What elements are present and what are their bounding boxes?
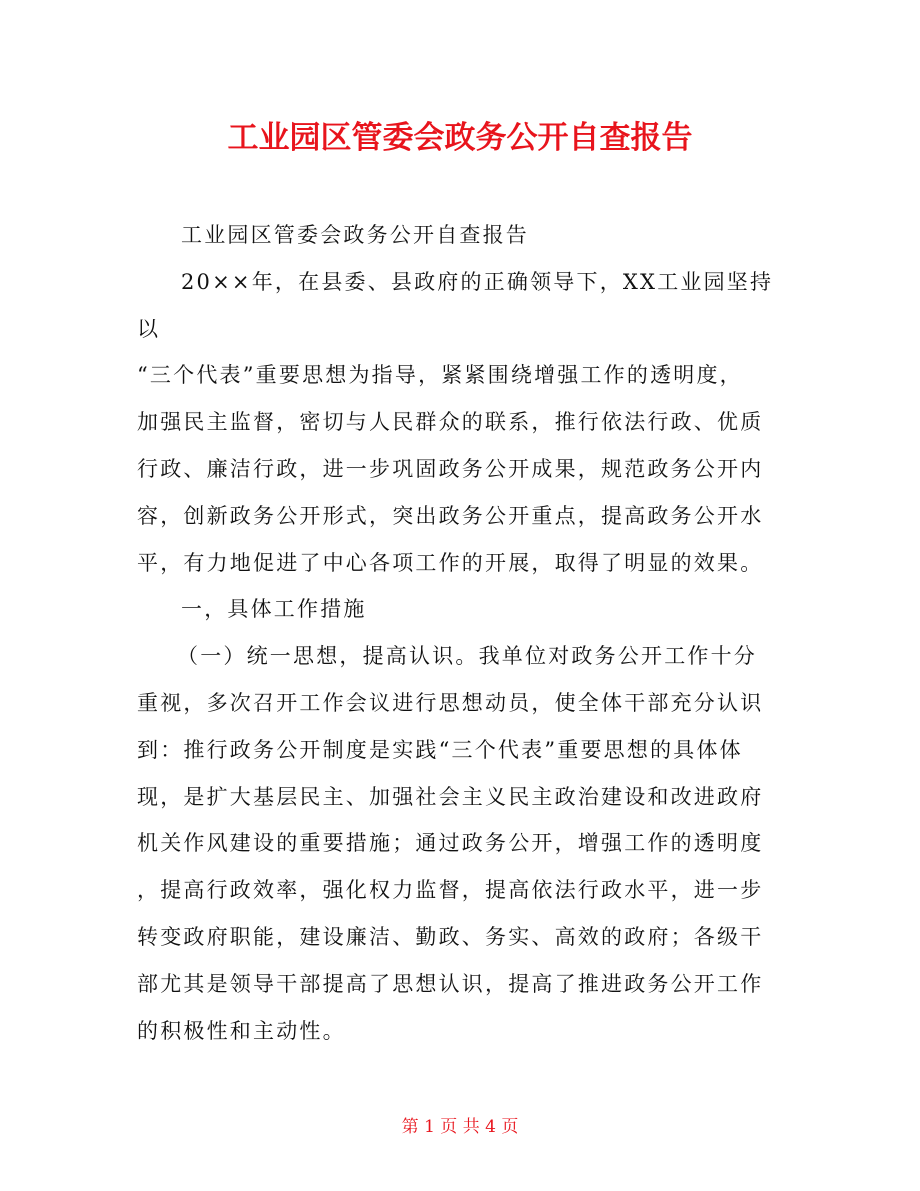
document-body	[137, 212, 787, 1054]
body-line: 容，创新政务公开形式，突出政务公开重点，提高政务公开水	[137, 503, 764, 528]
body-line: 加强民主监督，密切与人民群众的联系，推行依法行政、优质	[137, 410, 764, 435]
body-line: ，提高行政效率，强化权力监督，提高依法行政水平，进一步	[137, 878, 764, 903]
body-line: 20××年，在县委、县政府的正确领导下，XX工业园坚持	[181, 269, 774, 294]
body-line: 以	[137, 316, 161, 341]
body-line: 现，是扩大基层民主、加强社会主义民主政治建设和改进政府	[137, 784, 764, 809]
page-footer: 第 1 页 共 4 页	[401, 1117, 519, 1137]
section-heading: 一，具体工作措施	[181, 597, 367, 622]
body-line: （一）统一思想，提高认识。我单位对政务公开工作十分	[177, 644, 757, 669]
body-line: 转变政府职能，建设廉洁、勤政、务实、高效的政府；各级干	[137, 924, 764, 949]
body-line: 平，有力地促进了中心各项工作的开展，取得了明显的效果。	[137, 550, 764, 575]
body-line: 工业园区管委会政务公开自查报告	[181, 223, 529, 247]
body-line: “三个代表”重要思想为指导，紧紧围绕增强工作的透明度，	[137, 363, 743, 388]
body-line: 到：推行政务公开制度是实践“三个代表”重要思想的具体体	[137, 737, 743, 762]
body-line: 部尤其是领导干部提高了思想认识，提高了推进政务公开工作	[137, 971, 764, 996]
document-title: 工业园区管委会政务公开自查报告	[227, 120, 693, 156]
body-line: 重视，多次召开工作会议进行思想动员，使全体干部充分认识	[137, 690, 764, 715]
body-line: 机关作风建设的重要措施；通过政务公开，增强工作的透明度	[137, 831, 764, 856]
body-line: 的积极性和主动性。	[137, 1018, 346, 1043]
body-line: 行政、廉洁行政，进一步巩固政务公开成果，规范政务公开内	[137, 456, 764, 481]
